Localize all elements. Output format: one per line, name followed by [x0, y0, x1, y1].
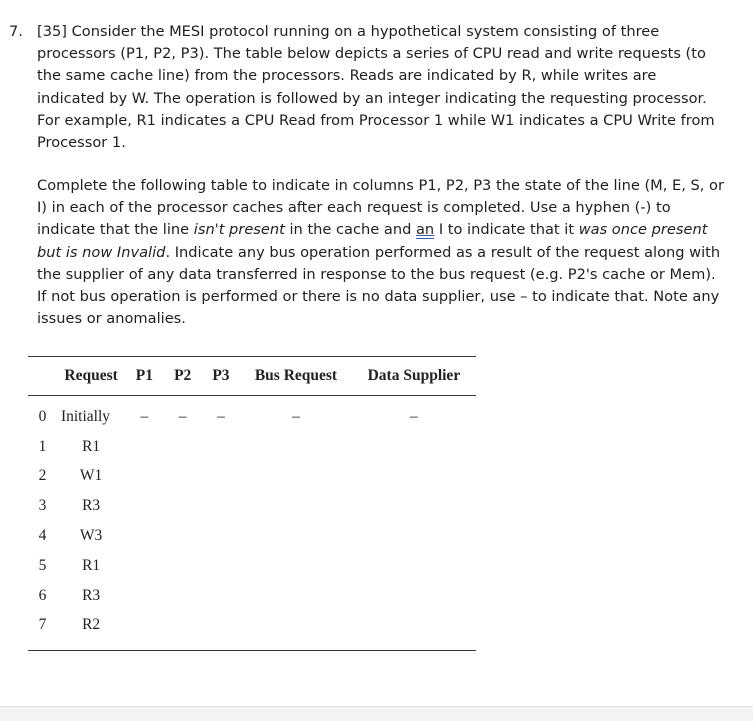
row-request: Initially	[60, 407, 111, 425]
row-bus-request	[240, 581, 352, 611]
question-paragraph-2	[37, 175, 727, 330]
row-p2-state: –	[178, 407, 187, 425]
row-index: 2	[38, 467, 47, 485]
row-p1-state: –	[140, 407, 149, 425]
row-data-supplier	[352, 462, 476, 492]
row-p3-state: –	[217, 407, 225, 425]
row-data-supplier	[352, 611, 476, 651]
row-request: R3	[82, 497, 101, 515]
header-bus-request: Bus Request	[254, 367, 338, 384]
table-row	[28, 396, 476, 432]
row-bus-request	[240, 521, 352, 551]
row-index: 5	[38, 556, 47, 574]
row-p3-state	[202, 521, 240, 551]
table-row	[28, 611, 476, 651]
row-p1-state	[125, 551, 163, 581]
row-p1-state	[125, 491, 163, 521]
row-data-supplier	[352, 581, 476, 611]
table-row	[28, 462, 476, 492]
row-index: 7	[38, 616, 47, 634]
p2-text-3: I to indicate that it	[434, 221, 579, 239]
table-row	[28, 521, 476, 551]
header-index	[28, 357, 57, 396]
row-p2-state	[164, 432, 202, 462]
row-p2-state	[164, 462, 202, 492]
row-p1-state	[125, 611, 163, 651]
row-request: R1	[82, 556, 101, 574]
row-p1-state	[125, 462, 163, 492]
question-paragraph-1: [35] Consider the MESI protocol running on a hypothetical system consisting of three processors (P1, P2, P3). The table below depicts a series of CPU read and write requests (to the same cache line) from the processors. Reads are indicated by R, while writes are indicated by W. The operation is followed by an integer indicating the requesting processor. For example, R1 indicates a CPU Read from Processor 1 while W1 indicates a CPU Write from Processor 1.	[37, 23, 715, 152]
row-bus-request	[240, 462, 352, 492]
row-request: R1	[82, 437, 101, 455]
row-data-supplier	[352, 521, 476, 551]
p2-text-4: . Indicate any bus operation performed as a result of the request along with the supplier of any data transferred in response to the bus request (e.g. P2's cache or Mem). If not bus operation is performed or there is no data supplier, use – to indicate that. Note any issues or anomalies.	[37, 243, 721, 328]
mesi-table-container	[28, 356, 476, 651]
row-p2-state	[164, 581, 202, 611]
row-index: 3	[38, 497, 47, 515]
row-p3-state	[202, 581, 240, 611]
row-request: W3	[79, 527, 103, 545]
table-row	[28, 491, 476, 521]
p2-text-1: Complete the following table to indicate in columns P1, P2, P3 the state of the line (M, E, S, or I) in each of the processor caches after each request is completed. Use a hyphen (-) to indicate that the line	[37, 177, 724, 239]
p2-italic-invalid: was once present but is now Invalid	[37, 221, 708, 261]
table-body	[28, 396, 476, 651]
row-p2-state	[164, 611, 202, 651]
row-index: 6	[38, 586, 47, 604]
p2-underlined-an: an	[415, 221, 435, 239]
row-index: 1	[38, 437, 47, 455]
row-p2-state	[164, 521, 202, 551]
p2-italic-not-present: isn't present	[193, 221, 285, 239]
table-row	[28, 551, 476, 581]
table-header-row	[28, 357, 476, 396]
row-bus-request	[240, 551, 352, 581]
row-bus-request	[240, 432, 352, 462]
row-request: R3	[82, 586, 101, 604]
row-bus-request: –	[292, 407, 300, 425]
question-number: 7.	[9, 23, 23, 40]
row-index: 0	[38, 407, 47, 425]
row-p3-state	[202, 551, 240, 581]
row-request: W1	[79, 467, 103, 485]
row-data-supplier	[352, 432, 476, 462]
header-data-supplier: Data Supplier	[367, 367, 461, 384]
row-data-supplier	[352, 491, 476, 521]
mesi-table	[28, 356, 476, 651]
row-data-supplier: –	[410, 407, 418, 425]
row-p3-state	[202, 432, 240, 462]
table-row	[28, 432, 476, 462]
row-request: R2	[82, 616, 101, 634]
table-row	[28, 581, 476, 611]
row-data-supplier	[352, 551, 476, 581]
row-bus-request	[240, 611, 352, 651]
header-p1: P1	[135, 367, 153, 384]
row-p3-state	[202, 611, 240, 651]
row-p2-state	[164, 551, 202, 581]
header-request: Request	[64, 367, 118, 384]
row-p3-state	[202, 491, 240, 521]
row-index: 4	[38, 527, 47, 545]
row-p1-state	[125, 432, 163, 462]
row-p1-state	[125, 521, 163, 551]
row-p3-state	[202, 462, 240, 492]
p2-text-2: in the cache and	[284, 221, 416, 239]
header-p3: P3	[212, 367, 230, 384]
row-p1-state	[125, 581, 163, 611]
bottom-scroll-bar[interactable]	[0, 706, 753, 721]
row-p2-state	[164, 491, 202, 521]
header-p2: P2	[174, 367, 192, 384]
row-bus-request	[240, 491, 352, 521]
